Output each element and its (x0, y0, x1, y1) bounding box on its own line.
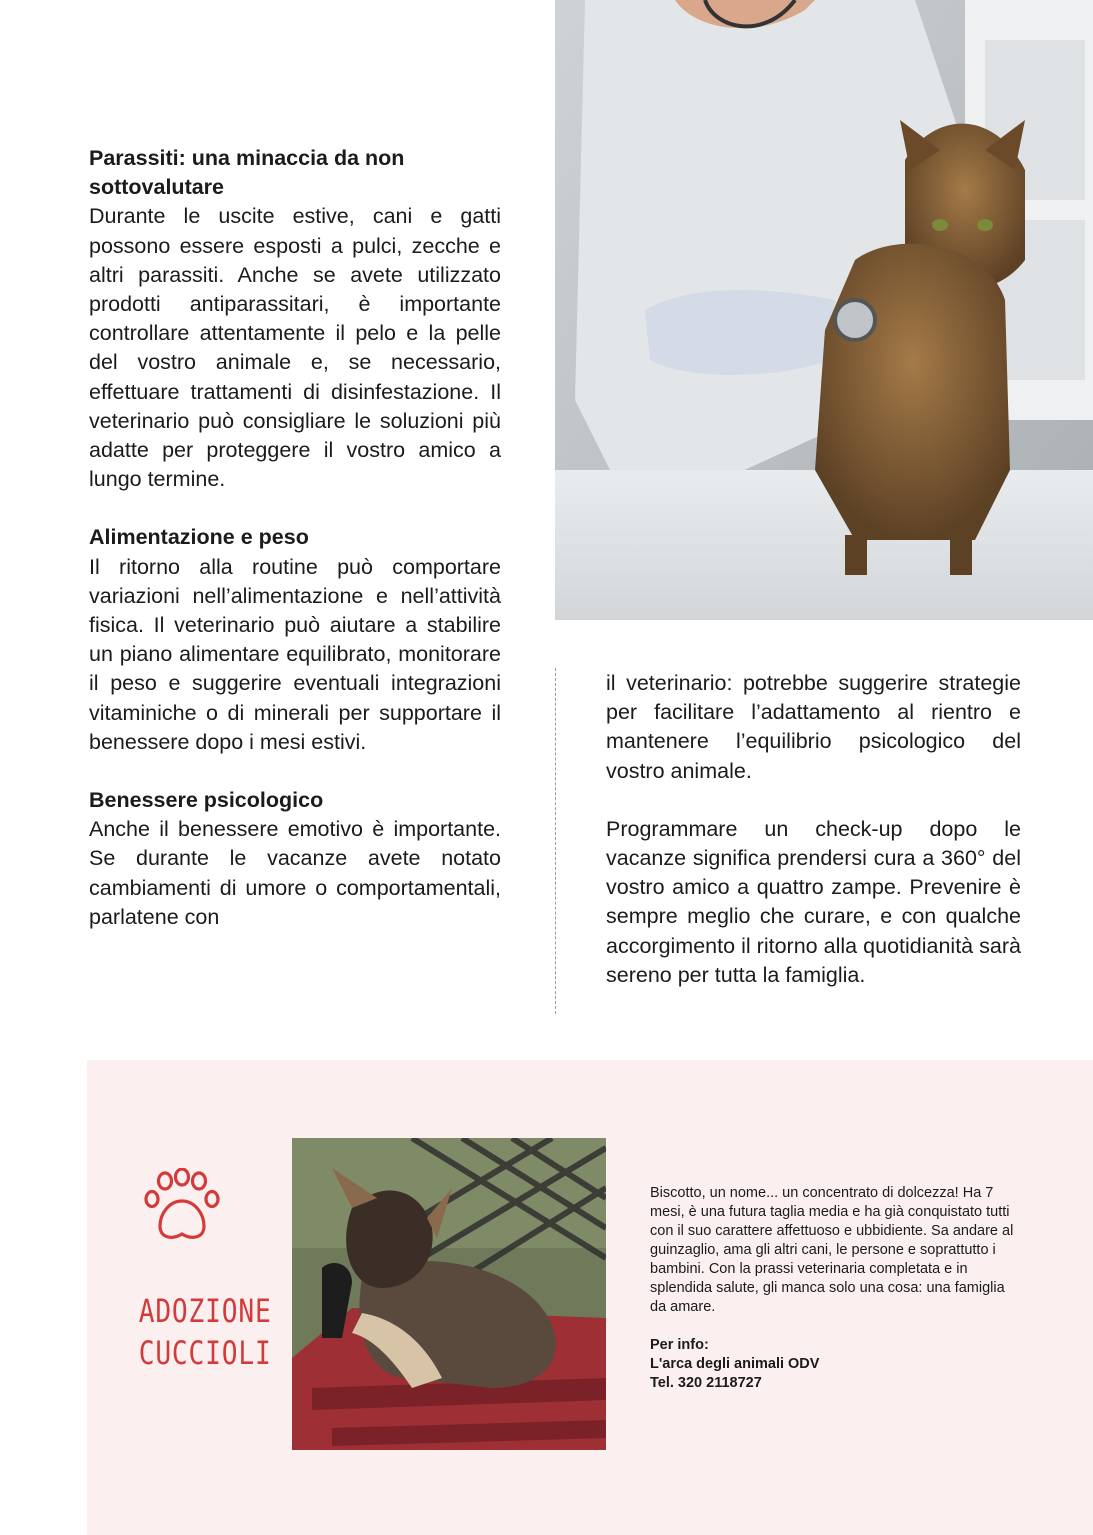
adoption-title-line1: ADOZIONE (138, 1292, 272, 1330)
section-heading-parassiti: Parassiti: una minaccia da non sottovalutare (89, 146, 405, 200)
adoption-panel (87, 1060, 1093, 1535)
puppy-photo (292, 1138, 606, 1450)
contact-label: Per info: (650, 1337, 709, 1353)
section-heading-benessere: Benessere psicologico (89, 788, 324, 813)
contact-org: L'arca degli animali ODV (650, 1356, 820, 1372)
paw-icon (143, 1168, 221, 1246)
section-body-continuation: il veterinario: potrebbe suggerire strategie per facilitare l’adattamento al rientro e mantenere l’equilibrio psicologico del vostro animale. (606, 671, 1021, 783)
section-body-benessere: Anche il benessere emotivo è importante. Se durante le vacanze avete notato cambiamenti di umore o comportamentali, parlatene con (89, 817, 501, 929)
adoption-title-line2: CUCCIOLI (138, 1334, 272, 1372)
adoption-description: Biscotto, un nome... un concentrato di dolcezza! Ha 7 mesi, è una futura taglia media e ha già conquistato tutti con il suo carattere affettuoso e ubbidiente. Sa andare al guinzaglio, ama gli altri cani, le persone e soprattutto i bambini. Con la prassi veterinaria completata e in splendida salute, gli manca solo una cosa: una famiglia da amare. (650, 1185, 1014, 1315)
vet-cat-photo (555, 0, 1093, 620)
section-body-parassiti: Durante le uscite estive, cani e gatti possono essere esposti a pulci, zecche e altri parassiti. Anche se avete utilizzato prodotti antiparassitari, è importante controllare attentamente il pelo e la pelle del vostro animale e, se necessario, effettuare trattamenti di disinfestazione. Il veterinario può consigliare le soluzioni più adatte per proteggere il vostro amico a lungo termine. (89, 204, 501, 492)
contact-phone: Tel. 320 2118727 (650, 1375, 762, 1391)
column-divider (555, 668, 556, 1014)
closing-paragraph: Programmare un check-up dopo le vacanze significa prendersi cura a 360° del vostro amico a quattro zampe. Prevenire è sempre meglio che curare, e con qualche accorgimento il ritorno alla quotidianità sarà sereno per tutta la famiglia. (606, 816, 1021, 987)
adoption-contact (650, 1336, 1020, 1393)
adoption-title (138, 1290, 272, 1374)
article-left-column (89, 144, 501, 932)
adoption-text (650, 1184, 1020, 1393)
section-heading-alimentazione: Alimentazione e peso (89, 525, 309, 550)
article-right-column (606, 669, 1021, 990)
section-body-alimentazione: Il ritorno alla routine può comportare variazioni nell’alimentazione e nell’attività fisica. Il veterinario può aiutare a stabilire un piano alimentare equilibrato, monitorare il peso e suggerire eventuali integrazioni vitaminiche o di minerali per supportare il benessere dopo i mesi estivi. (89, 554, 501, 754)
scalloped-edge (87, 1060, 1093, 1069)
